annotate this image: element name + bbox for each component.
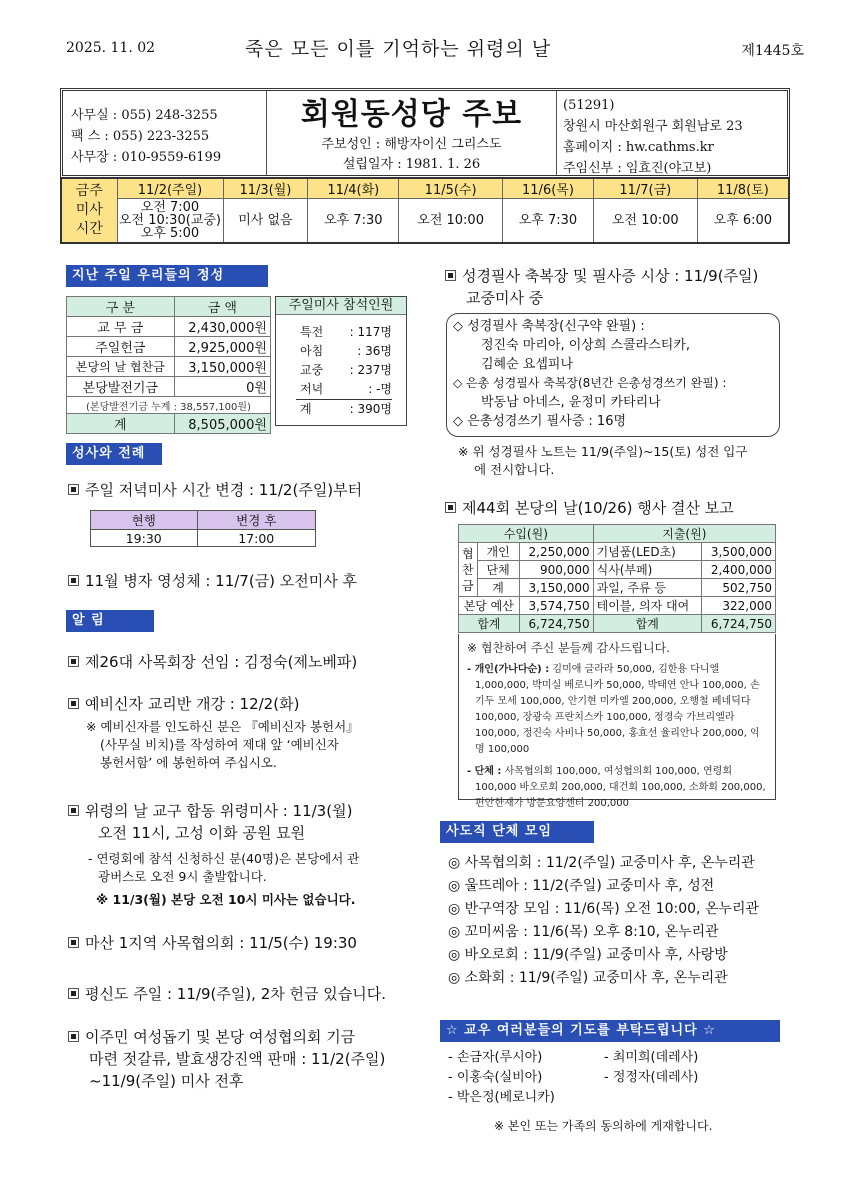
offering-table: 구 분 금 액 교 무 금 2,430,000원 주일헌금 2,925,000원 본당의 날 협찬금 3,150,000원 본당발전기금 0원 (본당발전기금 누계 : 38,557,100원) 계 8,505,000원 [66,296,271,434]
section-offering: 지난 주일 우리들의 정성 [66,265,268,287]
day-header: 11/4(화) [308,178,399,199]
square-bullet-icon [68,937,79,948]
contact-info [63,91,267,175]
parish-name: 회원동성당 주보 [300,97,523,132]
mass-times: 오후 6:00 [697,199,789,243]
day-header: 11/8(토) [697,178,789,199]
bible-award-title: 성경필사 축복장 및 필사증 시상 : 11/9(주일) 교중미사 중 [445,265,758,309]
sick-communion: 11월 병자 영성체 : 11/7(금) 오전미사 후 [68,570,357,592]
day-header: 11/6(목) [502,178,593,199]
section-groups: 사도직 단체 모임 [440,821,594,843]
sponsor-thanks-box: ※ 협찬하여 주신 분들께 감사드립니다. - 개인(가나다순) : 김미애 글라라 50,000, 김한용 다니엘 1,000,000, 박미실 베로니카 50,000, 박태연 안나 100,000, 손기두 모세 100,000, 안기현 미카엘 200,000, 오행철 베네딕다 100,000, 장광숙 프란치스카 100,000, 정경숙 가브리엘라 100,000, 정진숙 사비나 50,000, 홍효선 율리안나 200,000, 익명 100,000 - 단체 : 사목협의회 100,000, 여성협의회 100,000, 연령회 100,000 바오로회 200,000, 대건회 100,000, 소화회 200,000, 편안한재가 방문요양센터 200,000 [458,634,776,800]
bible-award-box: ◇ 성경필사 축복장(신구약 완필) : 정진숙 마리아, 이상희 스콜라스티카, 김혜순 요셉피나 ◇ 은총 성경필사 축복장(8년간 은총성경쓰기 완필) : 박동남 아네스, 윤정미 카타리나 ◇ 은총성경쓰기 필사증 : 16명 [446,313,780,437]
square-bullet-icon [445,270,456,281]
list-item: ◎ 사목협의회 : 11/2(주일) 교중미사 후, 온누리관 [448,855,755,871]
address-info [557,91,787,175]
mass-schedule-label: 금주 미사 시간 [61,178,117,243]
time-change-table: 현행 변경 후 19:30 17:00 [90,510,316,547]
square-bullet-icon [68,698,79,709]
square-bullet-icon [68,988,79,999]
consent-note: ※ 본인 또는 가족의 동의하에 게재합니다. [494,1119,713,1133]
parish-title-block [267,91,557,175]
section-prayer: ☆ 교우 여러분들의 기도를 부탁드립니다 ☆ [440,1020,780,1042]
mass-times: 미사 없음 [223,199,308,243]
square-bullet-icon [68,805,79,816]
mass-times: 오전 7:00 오전 10:30(교중) 오후 5:00 [117,199,223,243]
square-bullet-icon [68,575,79,586]
no-mass-warning: ※ 11/3(월) 본당 오전 10시 미사는 없습니다. [96,892,356,907]
square-bullet-icon [68,656,79,667]
mass-times: 오후 7:30 [308,199,399,243]
issue-number: 제1445호 [741,43,804,59]
patron-saint: 주보성인 : 해방자이신 그리스도 [321,137,502,152]
office-phone: 사무실 : 055) 248-3255 [71,108,218,123]
notice-item: 이주민 여성돕기 및 본당 여성협의회 기금 마련 젓갈류, 발효생강진액 판매 : 11/2(주일) ~11/9(주일) 미사 전후 [68,1026,385,1092]
list-item: ◎ 바오로회 : 11/9(주일) 교중미사 후, 사랑방 [448,947,728,963]
mass-times: 오전 10:00 [593,199,697,243]
notice-item: 제26대 사목회장 선임 : 김정숙(제노베파) [68,651,357,673]
square-bullet-icon [445,502,456,513]
notice-item: 평신도 주일 : 11/9(주일), 2차 헌금 있습니다. [68,983,386,1005]
address: 창원시 마산회원구 회원남로 23 [563,119,743,134]
attendance-box: 주일미사 참석인원 특전 : 117명 아침 : 36명 교중 : 237명 저녁 : -명 계 : 390명 [275,296,407,426]
offering-total: 8,505,000원 [174,414,270,434]
bus-note: - 연령회에 참석 신청하신 분(40명)은 본당에서 관 광버스로 오전 9시 출발합니다. [88,851,360,884]
square-bullet-icon [68,1031,79,1042]
pastor: 주임신부 : 임효진(야고보) [563,161,712,176]
notice-item: 예비신자 교리반 개강 : 12/2(화) [68,693,299,715]
day-header: 11/3(월) [223,178,308,199]
bible-display-note: ※ 위 성경필사 노트는 11/9(주일)~15(토) 성전 입구 에 전시합니다. [458,444,748,477]
sponsor-label: 협 찬 금 [459,543,478,597]
section-notices: 알 림 [66,610,154,632]
notice-item: 마산 1지역 사목협의회 : 11/5(수) 19:30 [68,932,357,954]
group-meetings-list [448,852,759,990]
bulletin-theme: 죽은 모든 이를 기억하는 위령의 날 [245,38,552,60]
founded-date: 설립일자 : 1981. 1. 26 [342,157,481,172]
square-bullet-icon [68,484,79,495]
finance-title: 제44회 본당의 날(10/26) 행사 결산 보고 [445,497,734,519]
manager-phone: 사무장 : 010-9559-6199 [71,150,222,165]
development-fund-note: (본당발전기금 누계 : 38,557,100원) [67,397,271,414]
postal-code: (51291) [563,98,615,113]
day-header: 11/7(금) [593,178,697,199]
mass-times: 오후 7:30 [502,199,593,243]
evening-mass-change: 주일 저녁미사 시간 변경 : 11/2(주일)부터 [68,479,362,501]
list-item: ◎ 꼬미씨움 : 11/6(목) 오후 8:10, 온누리관 [448,924,719,940]
list-item: ◎ 울뜨레아 : 11/2(주일) 교중미사 후, 성전 [448,878,715,894]
header-box [60,88,790,178]
notice-item: 위령의 날 교구 합동 위령미사 : 11/3(월) 오전 11시, 고성 이화 공원 묘원 [68,800,352,844]
day-header: 11/2(주일) [117,178,223,199]
finance-table: 수입(원) 지출(원) 협 찬 금 개인 2,250,000 기념품(LED초) 3,500,000 단체 900,000 식사(부페) 2,400,000 계 3,150,000 과일, 주류 등 502,750 본당 예산 3,574,750 테이블, 의자 대여 322,000 합계 6,724,750 합계 6,724,750 [458,524,776,633]
mass-schedule-table [60,177,790,244]
mass-times: 오전 10:00 [399,199,503,243]
fax: 팩 스 : 055) 223-3255 [71,129,210,144]
prayer-list-left: - 손금자(루시아) - 이홍숙(실비아) - 박은정(베로니카) [448,1050,555,1105]
section-liturgy: 성사와 전례 [66,443,162,465]
catechumen-note: ※ 예비신자를 인도하신 분은 『예비신자 봉헌서』 (사무실 비치)를 작성하여 제대 앞 ‘예비신자 봉헌서함’ 에 봉헌하여 주십시오. [86,719,359,770]
list-item: ◎ 소화회 : 11/9(주일) 교중미사 후, 온누리관 [448,970,728,986]
bulletin-date: 2025. 11. 02 [66,40,156,56]
prayer-list-right: - 최미희(데레사) - 정정자(데레사) [604,1050,699,1085]
list-item: ◎ 반구역장 모임 : 11/6(목) 오전 10:00, 온누리관 [448,901,760,917]
homepage[interactable]: 홈페이지 : hw.cathms.kr [563,140,714,155]
day-header: 11/5(수) [399,178,503,199]
